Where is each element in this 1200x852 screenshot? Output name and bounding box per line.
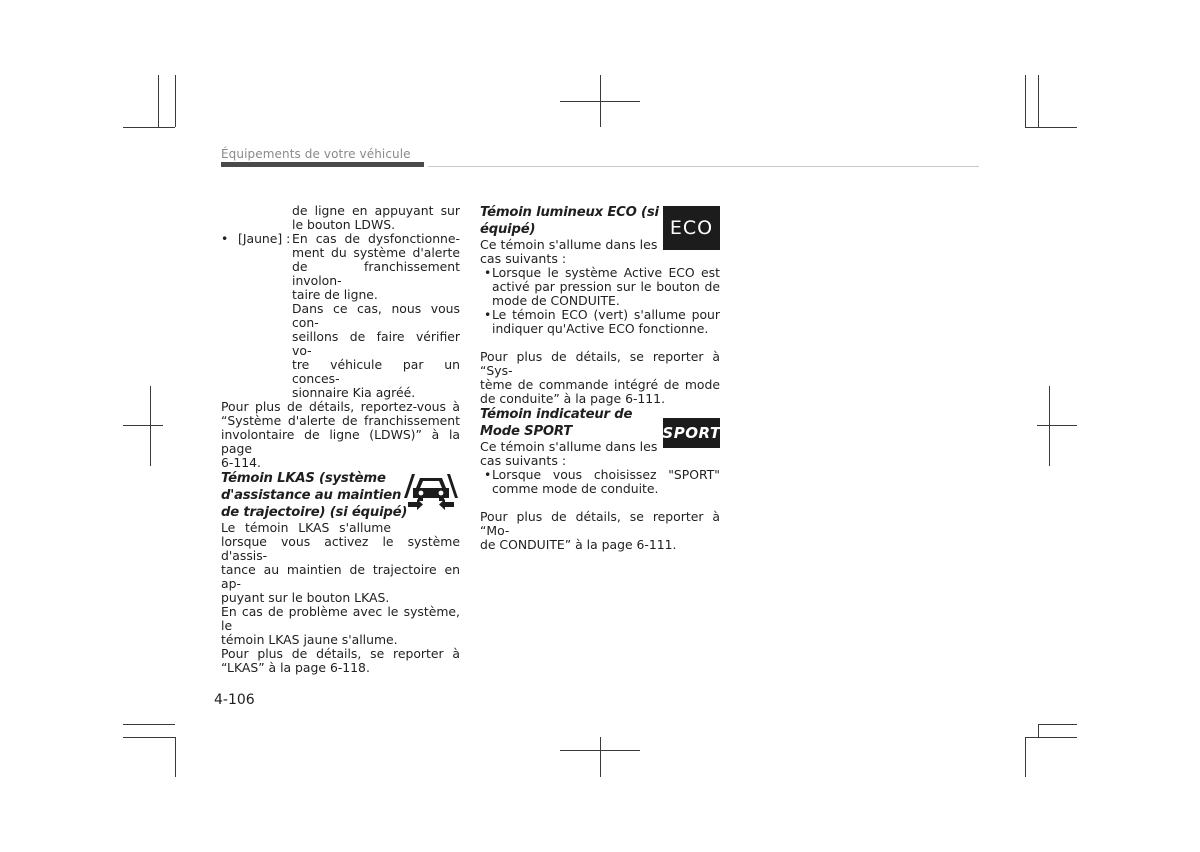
ldws-reference: Pour plus de détails, reportez-vous à “Système d'alerte de franchissement involontaire de ligne (LDWS)” à la page 6-114. — [221, 399, 460, 470]
header-rule — [428, 166, 979, 167]
sport-indicator-icon: SPORT — [663, 418, 720, 448]
bullet-key: [Jaune] : — [238, 231, 291, 246]
eco-lead: Ce témoin s'allume dans les cas suivants : — [480, 237, 658, 266]
right-column — [480, 204, 720, 552]
lkas-warning-icon — [402, 470, 460, 514]
eco-bullet-1: • Lorsque le système Active ECO est activé par pression sur le bouton de mode de CONDUITE. — [484, 265, 720, 308]
page-number: 4-106 — [214, 692, 255, 708]
left-column — [221, 204, 460, 675]
sport-section — [480, 406, 720, 552]
eco-heading: Témoin lumineux ECO (si équipé) — [480, 205, 659, 237]
sport-lead: Ce témoin s'allume dans les cas suivants : — [480, 439, 658, 468]
lkas-description: Le témoin LKAS s'allume lorsque vous activez le système d'assis- tance au maintien de trajectoire en ap- puyant sur le bouton LKAS. En cas de problème avec le système, le témoin LKAS jaune s'allume. Pour plus de détails, se reporter à “LKAS” à la page 6-118. — [221, 520, 460, 675]
section-title: Équipements de votre véhicule — [221, 147, 411, 161]
sport-reference: Pour plus de détails, se reporter à “Mo- de CONDUITE” à la page 6-111. — [480, 509, 720, 552]
eco-bullet-2: • Le témoin ECO (vert) s'allume pour indiquer qu'Active ECO fonctionne. — [484, 307, 720, 336]
lkas-heading: Témoin LKAS (système d'assistance au maintien de trajectoire) (si équipé) — [221, 471, 408, 520]
bullet-body: En cas de dysfonctionne- ment du système d'alerte de franchissement involon- taire de ligne. Dans ce cas, nous vous con- seillons de faire vérifier vo- tre véhicule par un conces- sionnaire Kia agréé. — [292, 231, 460, 400]
sport-bullet-1: • Lorsque vous choisissez "SPORT" comme mode de conduite. — [484, 467, 720, 496]
lkas-section — [221, 470, 460, 675]
continuation-text: de ligne en appuyant sur le bouton LDWS. — [292, 203, 460, 232]
yellow-bullet — [221, 232, 460, 400]
sport-heading: Témoin indicateur de Mode SPORT — [480, 407, 633, 439]
eco-reference: Pour plus de détails, se reporter à “Sys- tème de commande intégré de mode de conduite” à la page 6-111. — [480, 349, 720, 406]
header-bar — [221, 162, 424, 167]
bullet-marker: • — [221, 231, 229, 246]
eco-section — [480, 204, 720, 406]
eco-indicator-icon: ECO — [663, 206, 720, 250]
